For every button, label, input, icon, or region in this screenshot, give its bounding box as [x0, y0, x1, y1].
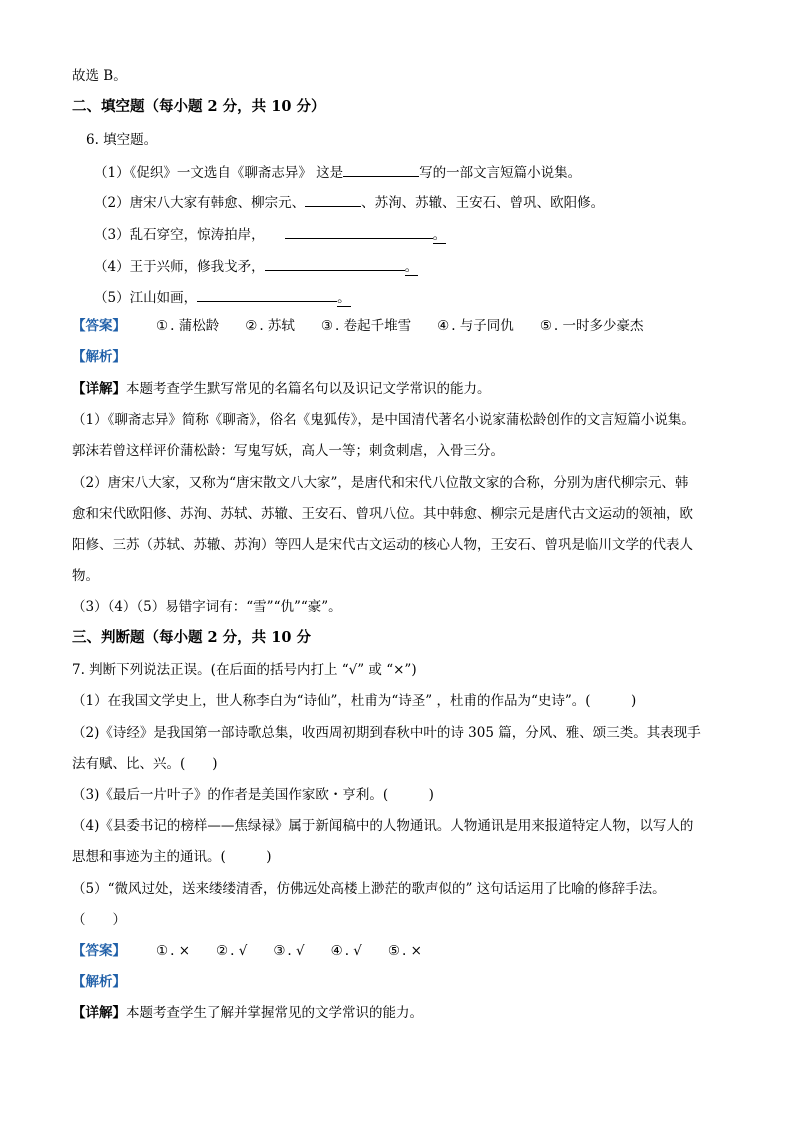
q6-analysis-line: 愈和宋代欧阳修、苏洵、苏轼、苏辙、王安石、曾巩八位。其中韩愈、柳宗元是唐代古文运动的领袖，欧: [72, 506, 693, 522]
section-3-title: 三、判断题（每小题 2 分，共 10 分: [72, 629, 311, 646]
conclusion-line: 故选 B。: [72, 68, 127, 84]
answer-item: ① . 蒲松龄: [156, 318, 220, 334]
q6-item-3: （3）乱石穿空，惊涛拍岸， 。: [94, 224, 446, 244]
q7-line: 法有赋、比、兴。( ): [72, 756, 218, 772]
q6-item-2: （2）唐宋八大家有韩愈、柳宗元、 、苏洵、苏辙、王安石、曾巩、欧阳修。: [94, 192, 604, 212]
q6-analysis-line: （1）《聊斋志异》简称《聊斋》，俗名《鬼狐传》，是中国清代著名小说家蒲松龄创作的文言短篇小说集。: [72, 412, 695, 428]
q6-item-1: （1）《促织》一文选自《聊斋志异》 这是 写的一部文言短篇小说集。: [94, 162, 581, 182]
answer-item: ⑤ . 一时多少豪杰: [539, 318, 644, 334]
answer-item: ③ . 卷起千堆雪: [320, 318, 412, 334]
q6-analysis-line: 阳修、三苏（苏轼、苏辙、苏洵）等四人是宋代古文运动的核心人物，王安石、曾巩是临川文学的代表人: [72, 537, 693, 553]
answer-item: ③ . √: [273, 943, 305, 959]
q6-stem: 6. 填空题。: [86, 132, 158, 148]
q7-detail: 【详解】本题考查学生了解并掌握常见的文学常识的能力。: [72, 1005, 423, 1021]
analysis-label: 【解析】: [72, 349, 126, 365]
q6-item-4: （4）王于兴师，修我戈矛， 。: [94, 256, 418, 276]
q7-line: 思想和事迹为主的通讯。( ): [72, 849, 272, 865]
q6-analysis-line: 物。: [72, 568, 99, 584]
q6-item-5: （5）江山如画， 。: [94, 287, 351, 307]
q7-line: （1）在我国文学史上，世人称李白为“诗仙”，杜甫为“诗圣” ，杜甫的作品为“史诗”。( ): [72, 693, 637, 709]
q7-line: （5）“微风过处，送来缕缕清香，仿佛远处高楼上渺茫的歌声似的” 这句话运用了比喻的修辞手法。: [72, 881, 666, 897]
q7-line: （4)《县委书记的榜样——焦绿禄》属于新闻稿中的人物通讯。人物通讯是用来报道特定人物，以写人的: [72, 818, 694, 834]
answer-item: ④ . √: [330, 943, 362, 959]
fill-blank: [285, 224, 433, 239]
fill-blank: [197, 287, 337, 302]
q6-analysis-line: 郭沫若曾这样评价蒲松龄：写鬼写妖，高人一等；刺贪刺虐，入骨三分。: [72, 443, 504, 459]
q6-answer-row: [72, 317, 644, 335]
q6-analysis-line: （2）唐宋八大家，又称为“唐宋散文八大家”，是唐代和宋代八位散文家的合称，分别为唐代柳宗元、韩: [72, 475, 689, 491]
fill-blank: [265, 256, 405, 271]
q6-analysis-line: （3）（4）（5）易错字词有：“雪”“仇”“豪”。: [72, 599, 342, 615]
answer-item: ④ . 与子同仇: [437, 318, 514, 334]
section-2-title: 二、填空题（每小题 2 分，共 10 分）: [72, 98, 326, 115]
answer-item: ② . √: [216, 943, 248, 959]
analysis-label: 【解析】: [72, 974, 126, 990]
answer-item: ① . ×: [156, 943, 191, 959]
answer-item: ⑤ . ×: [387, 943, 422, 959]
answer-item: ② . 苏轼: [245, 318, 295, 334]
answer-label: 【答案】: [72, 943, 126, 959]
fill-blank: [305, 192, 361, 207]
q7-answer-row: [72, 942, 422, 960]
q7-stem: 7. 判断下列说法正误。(在后面的括号内打上 “√” 或 “×”): [72, 662, 417, 678]
q7-line: （ ）: [72, 912, 126, 928]
q7-line: （3)《最后一片叶子》的作者是美国作家欧・亨利。( ): [72, 787, 434, 803]
fill-blank: [343, 162, 419, 177]
answer-label: 【答案】: [72, 318, 126, 334]
q7-line: （2)《诗经》是我国第一部诗歌总集，收西周初期到春秋中叶的诗 305 篇，分风、雅、颂三类。其表现手: [72, 725, 701, 741]
q6-detail: 【详解】本题考查学生默写常见的名篇名句以及识记文学常识的能力。: [72, 381, 491, 397]
